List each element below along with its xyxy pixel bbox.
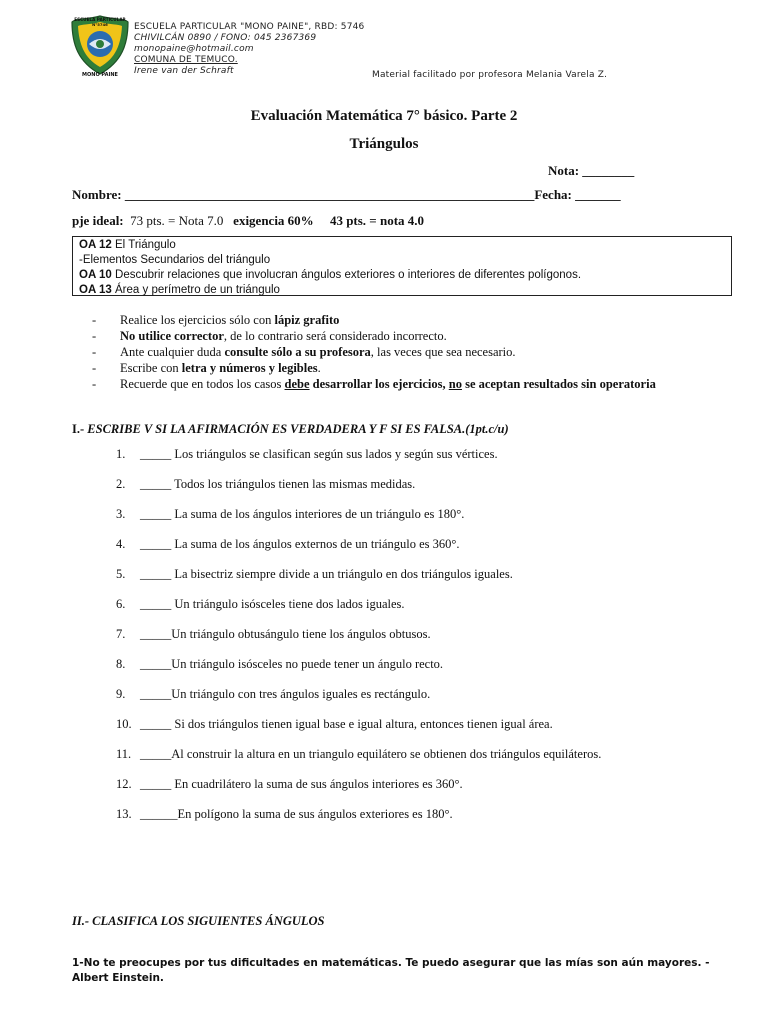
page-subtitle: Triángulos	[349, 136, 419, 152]
nota-field: Nota: ________	[548, 163, 635, 178]
item-text: _____ Si dos triángulos tienen igual base e igual altura, entonces tienen igual área.	[140, 717, 553, 731]
item-text: _____Un triángulo obtusángulo tiene los ángulos obtusos.	[140, 627, 431, 641]
oa13-code: OA 13	[79, 284, 112, 296]
objective-oa10	[79, 268, 725, 283]
instruction-bold: desarrollar los ejercicios,	[309, 377, 449, 391]
item-number: 6.	[116, 597, 126, 611]
instruction-text: , de lo contrario será considerado incorrecto.	[223, 329, 447, 343]
item-number: 5.	[116, 567, 126, 581]
school-info	[134, 22, 364, 77]
exigencia: exigencia 60%	[233, 213, 314, 228]
item-number: 12.	[116, 777, 132, 791]
instruction-bold: se aceptan resultados sin operatoria	[461, 377, 656, 391]
name-date-row	[72, 187, 621, 203]
school-address: CHIVILCÁN 0890 / FONO: 045 2367369	[134, 33, 317, 43]
list-item	[116, 596, 736, 626]
list-item	[116, 626, 736, 656]
min-value: 43 pts. = nota 4.0	[329, 213, 425, 228]
logo-bottom-text: MONO PAINE	[82, 72, 118, 78]
instruction-text: .	[317, 361, 321, 375]
list-item	[116, 806, 736, 836]
page-title: Evaluación Matemática 7° básico. Parte 2	[250, 108, 518, 124]
item-number: 9.	[116, 687, 126, 701]
instructions-list	[92, 312, 712, 392]
item-text: _____ La bisectriz siempre divide a un triángulo en dos triángulos iguales.	[140, 567, 513, 581]
fecha-field: Fecha: _______	[534, 187, 621, 202]
nombre-field: Nombre: _______________________________________________________________	[72, 187, 535, 202]
objectives-box	[72, 236, 732, 296]
list-item	[116, 656, 736, 686]
item-text: ______En polígono la suma de sus ángulos exteriores es 180°.	[140, 807, 453, 821]
instruction-item	[92, 376, 712, 392]
instruction-text: , las veces que sea necesario.	[370, 345, 516, 359]
item-number: 13.	[116, 807, 132, 821]
score-info	[72, 213, 424, 229]
instruction-bold: no	[448, 377, 462, 391]
instruction-text: Realice los ejercicios sólo con	[120, 313, 275, 327]
objective-oa12-sub: -Elementos Secundarios del triángulo	[79, 254, 271, 266]
list-item	[116, 746, 736, 776]
material-credit: Material facilitado por profesora Melania Varela Z.	[372, 70, 608, 80]
item-number: 2.	[116, 477, 126, 491]
oa13-text: Área y perímetro de un triángulo	[111, 284, 280, 296]
instruction-item	[92, 312, 712, 328]
item-text: _____ Un triángulo isósceles tiene dos lados iguales.	[140, 597, 405, 611]
school-commune: COMUNA DE TEMUCO.	[134, 55, 238, 65]
objective-oa13	[79, 283, 725, 298]
school-director: Irene van der Schraft	[134, 66, 234, 76]
bullet-dash: -	[92, 313, 97, 327]
item-number: 4.	[116, 537, 126, 551]
list-item	[116, 776, 736, 806]
instruction-item	[92, 360, 712, 376]
school-email: monopaine@hotmail.com	[134, 44, 254, 54]
school-name: ESCUELA PARTICULAR "MONO PAINE", RBD: 5746	[134, 22, 365, 32]
item-number: 3.	[116, 507, 126, 521]
instruction-text: Ante cualquier duda	[120, 345, 225, 359]
instruction-bold: lápiz grafito	[274, 313, 340, 327]
section-1-title	[72, 422, 509, 437]
logo-top-text: ESCUELA PARTICULAR	[74, 17, 126, 22]
oa10-code: OA 10	[79, 269, 112, 281]
ideal-value: 73 pts. = Nota 7.0	[130, 213, 224, 228]
section-1-prefix: I.-	[72, 422, 88, 436]
list-item	[116, 446, 736, 476]
instruction-bold: debe	[284, 377, 310, 391]
true-false-list	[116, 446, 736, 836]
item-number: 10.	[116, 717, 132, 731]
bullet-dash: -	[92, 377, 97, 391]
list-item	[116, 716, 736, 746]
item-text: _____Un triángulo isósceles no puede tener un ángulo recto.	[140, 657, 444, 671]
list-item	[116, 566, 736, 596]
instruction-item	[92, 328, 712, 344]
list-item	[116, 506, 736, 536]
instruction-text: Escribe con	[120, 361, 182, 375]
bullet-dash: -	[92, 345, 97, 359]
einstein-quote: 1-No te preocupes por tus dificultades en matemáticas. Te puedo asegurar que las mías son aún mayores. -Albert Einstein.	[72, 957, 710, 984]
school-logo	[70, 14, 130, 78]
item-text: _____ Todos los triángulos tienen las mismas medidas.	[140, 477, 416, 491]
logo-number-text: N°5746	[92, 22, 108, 27]
section-1-heading: ESCRIBE V SI LA AFIRMACIÓN ES VERDADERA Y F SI ES FALSA.(1pt.c/u)	[87, 422, 509, 436]
oa10-text: Descubrir relaciones que involucran ángulos exteriores o interiores de diferentes polígonos.	[111, 269, 582, 281]
bullet-dash: -	[92, 361, 97, 375]
list-item	[116, 536, 736, 566]
instruction-bold: letra y números y legibles	[181, 361, 318, 375]
item-number: 8.	[116, 657, 126, 671]
item-text: _____Un triángulo con tres ángulos iguales es rectángulo.	[140, 687, 431, 701]
oa12-code: OA 12	[79, 239, 112, 251]
ideal-label: pje ideal:	[72, 213, 124, 228]
list-item	[116, 686, 736, 716]
item-number: 7.	[116, 627, 126, 641]
list-item	[116, 476, 736, 506]
item-text: _____ La suma de los ángulos externos de un triángulo es 360°.	[140, 537, 460, 551]
instruction-bold: consulte sólo a su profesora	[224, 345, 371, 359]
item-text: _____ La suma de los ángulos interiores de un triángulo es 180°.	[140, 507, 465, 521]
instruction-item	[92, 344, 712, 360]
item-text: _____ En cuadrilátero la suma de sus ángulos interiores es 360°.	[140, 777, 463, 791]
item-number: 11.	[116, 747, 132, 761]
item-text: _____ Los triángulos se clasifican según sus lados y según sus vértices.	[140, 447, 498, 461]
bullet-dash: -	[92, 329, 97, 343]
instruction-bold: No utilice corrector	[120, 329, 224, 343]
instruction-text: Recuerde que en todos los casos	[120, 377, 285, 391]
section-2-title: II.- CLASIFICA LOS SIGUIENTES ÁNGULOS	[72, 914, 325, 928]
objective-oa12	[79, 238, 725, 253]
item-text: _____Al construir la altura en un triangulo equilátero se obtienen dos triángulos equiláteros.	[140, 747, 602, 761]
item-number: 1.	[116, 447, 126, 461]
oa12-text: El Triángulo	[111, 239, 176, 251]
